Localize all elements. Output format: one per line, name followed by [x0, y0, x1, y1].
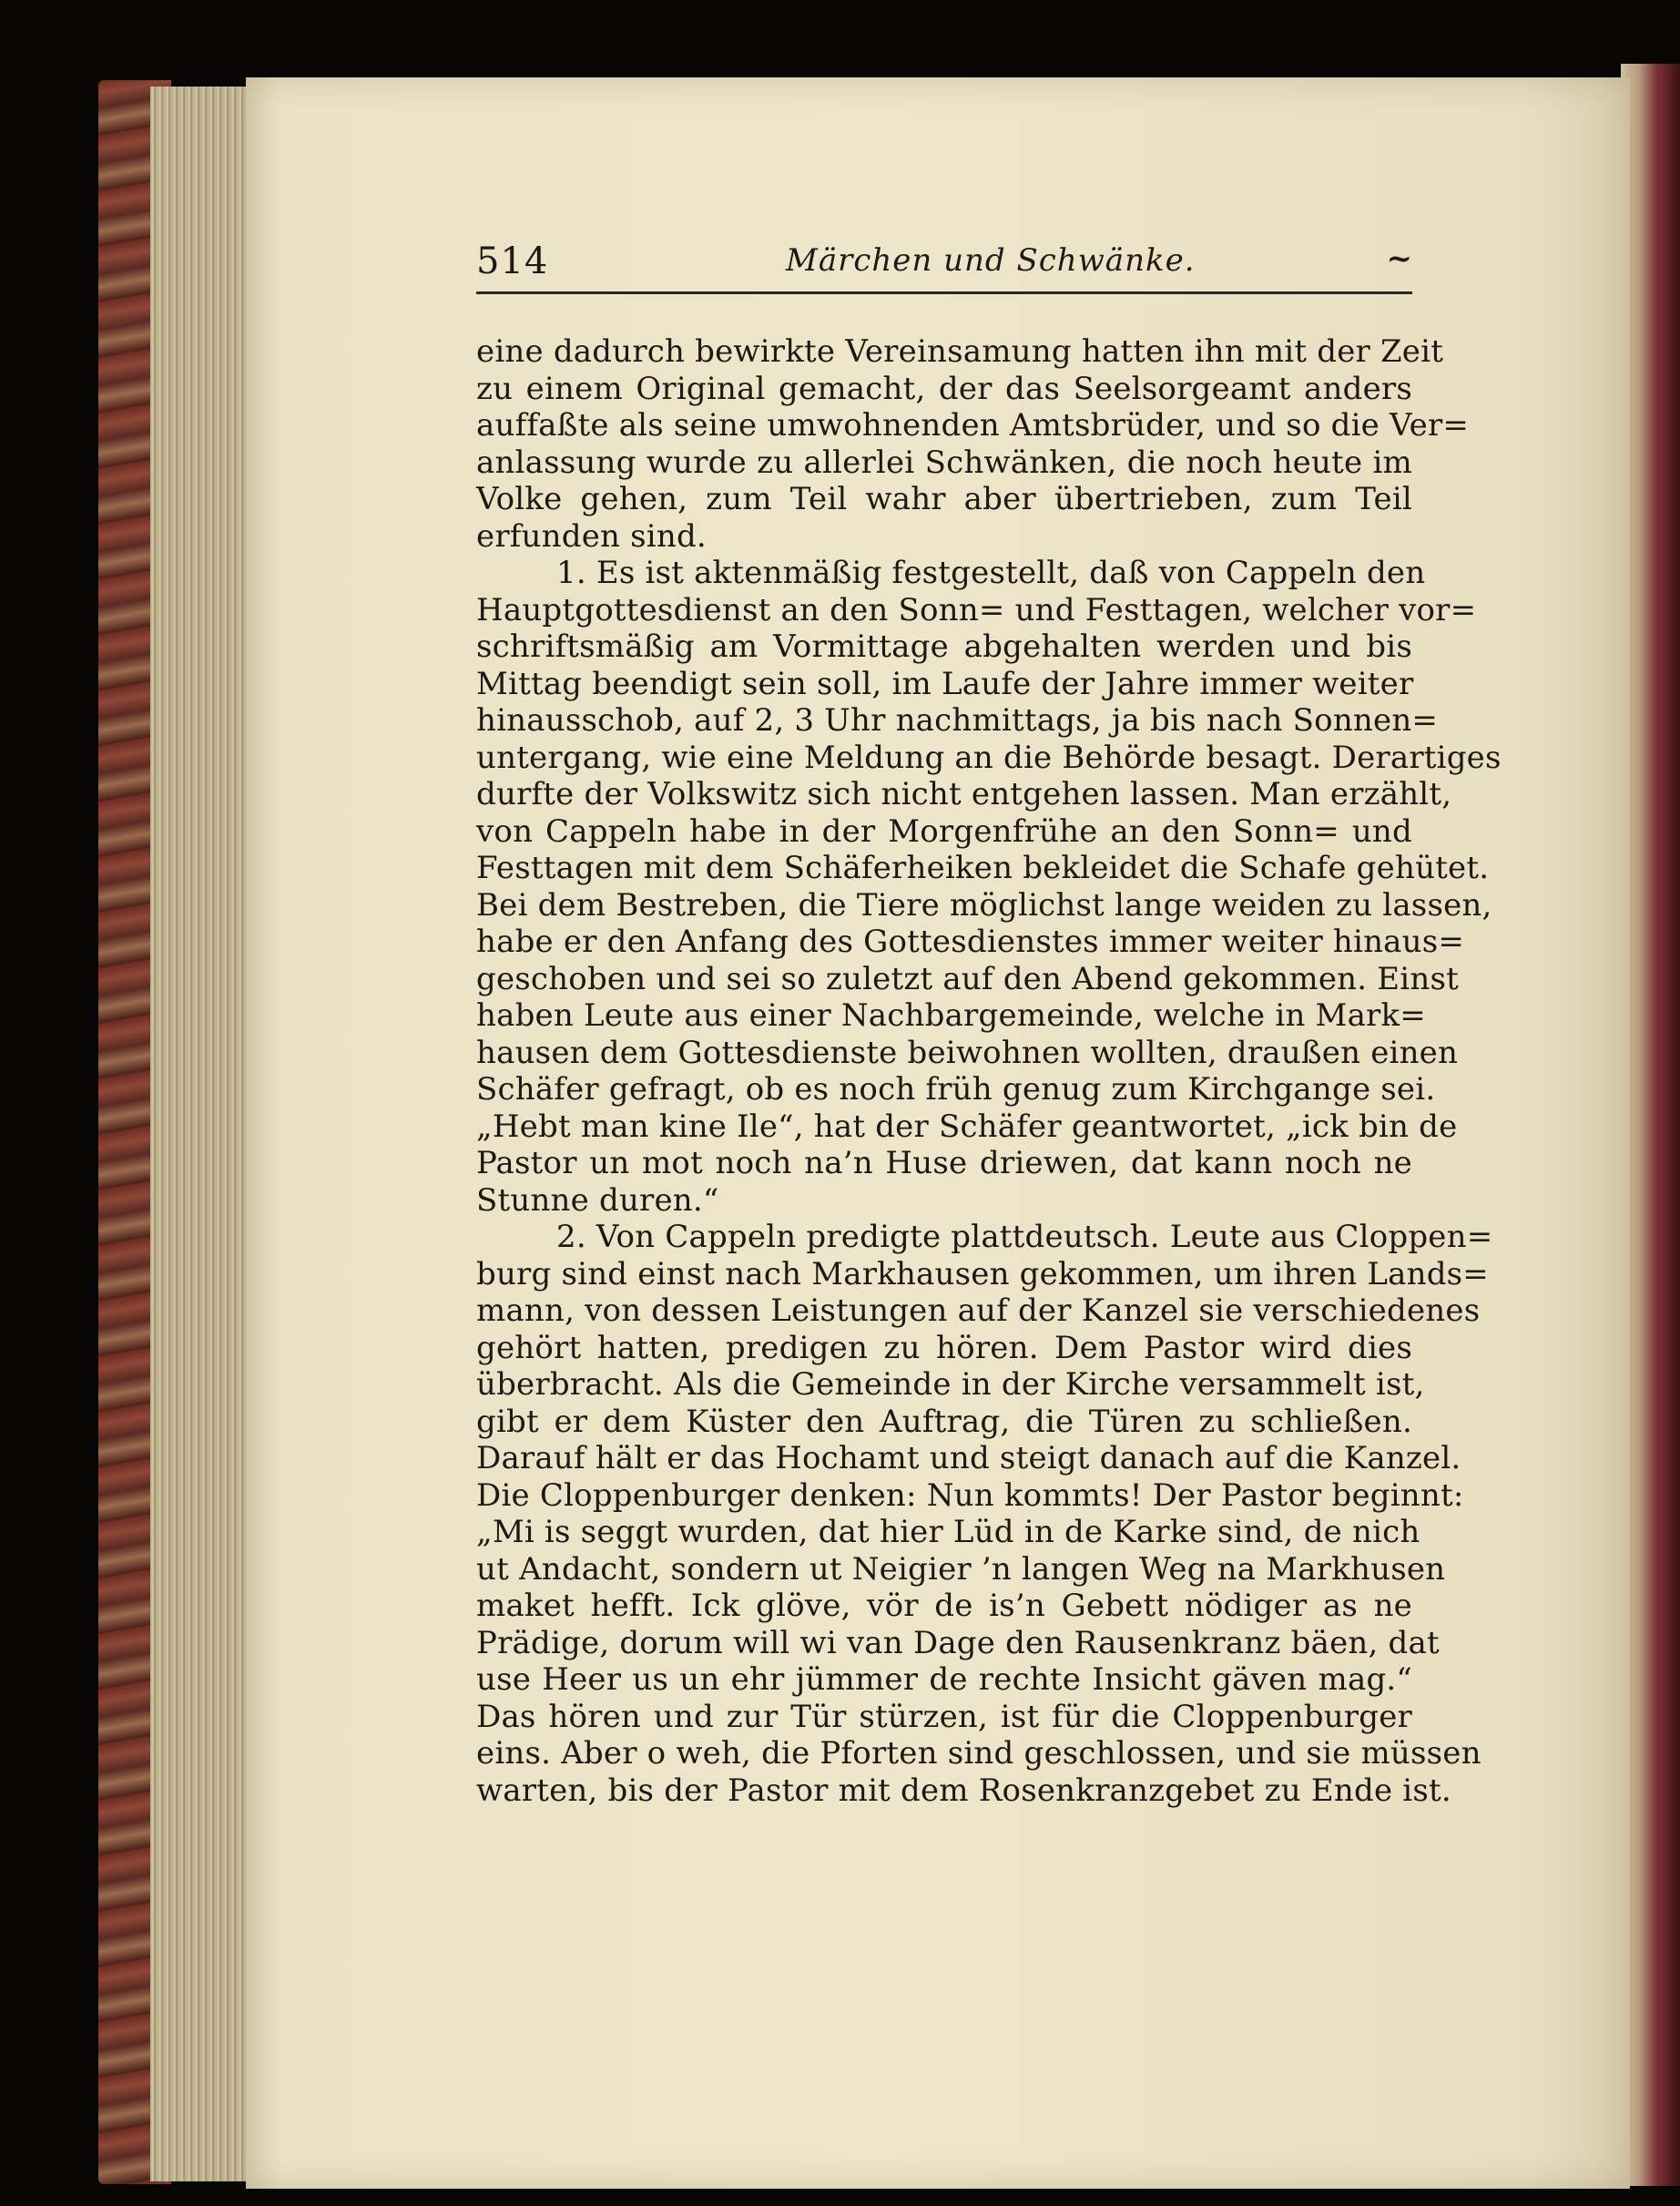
text-line: durfte der Volkswitz sich nicht entgehen lassen. Man erzählt,	[476, 776, 1452, 812]
page-header	[476, 239, 1412, 294]
text-line: 2. Von Cappeln predigte plattdeutsch. Leute aus Cloppen=	[556, 1219, 1493, 1255]
text-line: Bei dem Bestreben, die Tiere möglichst lange weiden zu lassen,	[476, 886, 1492, 924]
text-line: eine dadurch bewirkte Vereinsamung hatten ihn mit der Zeit	[476, 333, 1444, 370]
text-line: 1. Es ist aktenmäßig festgestellt, daß von Cappeln den	[556, 555, 1426, 591]
text-line: erfunden sind.	[476, 517, 707, 555]
text-line: hausen dem Gottesdienste beiwohnen wollten, draußen einen	[476, 1034, 1459, 1071]
body-text	[476, 333, 1502, 1809]
paragraph-2	[476, 555, 1502, 1219]
text-line: Festtagen mit dem Schäferheiken bekleidet die Schafe gehütet.	[476, 850, 1490, 886]
text-line: Stunne duren.“	[476, 1181, 719, 1219]
text-line: geschoben und sei so zuletzt auf den Abend gekommen. Einst	[476, 960, 1459, 997]
text-line: auffaßte als seine umwohnenden Amtsbrüder, und so die Ver=	[476, 407, 1470, 444]
text-line: haben Leute aus einer Nachbargemeinde, welche in Mark=	[476, 997, 1426, 1034]
text-line: hinausschob, auf 2, 3 Uhr nachmittags, ja bis nach Sonnen=	[476, 702, 1439, 739]
text-line: zu einem Original gemacht, der das Seelsorgeamt anders	[476, 370, 1412, 407]
page-edges	[150, 87, 250, 2181]
text-line: gehört hatten, predigen zu hören. Dem Pastor wird dies	[476, 1329, 1412, 1366]
text-line: gibt er dem Küster den Auftrag, die Türen zu schließen.	[476, 1403, 1412, 1440]
text-line: Pastor un mot noch na’n Huse driewen, dat kann noch ne	[476, 1145, 1412, 1181]
text-line: Die Cloppenburger denken: Nun kommts! Der Pastor beginnt:	[476, 1476, 1464, 1514]
text-line: burg sind einst nach Markhausen gekommen, um ihren Lands=	[476, 1255, 1490, 1292]
text-line: habe er den Anfang des Gottesdienstes immer weiter hinaus=	[476, 924, 1465, 960]
text-line: anlassung wurde zu allerlei Schwänken, die noch heute im	[476, 444, 1412, 481]
paragraph-3	[476, 1219, 1493, 1809]
text-line: Prädige, dorum will wi van Dage den Rausenkranz bäen, dat	[476, 1624, 1440, 1661]
text-line: von Cappeln habe in der Morgenfrühe an den Sonn= und	[476, 812, 1412, 850]
text-line: Schäfer gefragt, ob es noch früh genug zum Kirchgange sei.	[476, 1071, 1436, 1108]
text-line: Mittag beendigt sein soll, im Laufe der Jahre immer weiter	[476, 665, 1414, 702]
text-line: ut Andacht, sondern ut Neigier ’n langen Weg na Markhusen	[476, 1550, 1446, 1588]
text-line: eins. Aber o weh, die Pforten sind geschlossen, und sie müssen	[476, 1735, 1481, 1772]
text-line: Volke gehen, zum Teil wahr aber übertrieben, zum Teil	[476, 481, 1412, 517]
text-line: überbracht. Als die Gemeinde in der Kirche versammelt ist,	[476, 1366, 1425, 1403]
text-line: Darauf hält er das Hochamt und steigt danach auf die Kanzel.	[476, 1440, 1461, 1476]
paragraph-1	[476, 333, 1470, 555]
text-line: „Hebt man kine Ile“, hat der Schäfer geantwortet, „ick bin de	[476, 1108, 1458, 1145]
text-line: Hauptgottesdienst an den Sonn= und Festtagen, welcher vor=	[476, 591, 1477, 628]
text-line: maket hefft. Ick glöve, vör de is’n Gebett nödiger as ne	[476, 1588, 1412, 1624]
ornament-icon: ~	[1386, 240, 1412, 277]
text-line: use Heer us un ehr jümmer de rechte Insicht gäven mag.“	[476, 1661, 1412, 1698]
text-line: Das hören und zur Tür stürzen, ist für die Cloppenburger	[476, 1698, 1412, 1735]
text-line: schriftsmäßig am Vormittage abgehalten werden und bis	[476, 628, 1412, 665]
text-line: mann, von dessen Leistungen auf der Kanzel sie verschiedenes	[476, 1292, 1481, 1329]
text-line: warten, bis der Pastor mit dem Rosenkranzgebet zu Ende ist.	[476, 1772, 1451, 1809]
text-line: untergang, wie eine Meldung an die Behörde besagt. Derartiges	[476, 739, 1502, 776]
running-title: Märchen und Schwänke.	[786, 242, 1196, 279]
page-number: 514	[476, 240, 549, 282]
text-line: „Mi is seggt wurden, dat hier Lüd in de Karke sind, de nich	[476, 1514, 1420, 1550]
